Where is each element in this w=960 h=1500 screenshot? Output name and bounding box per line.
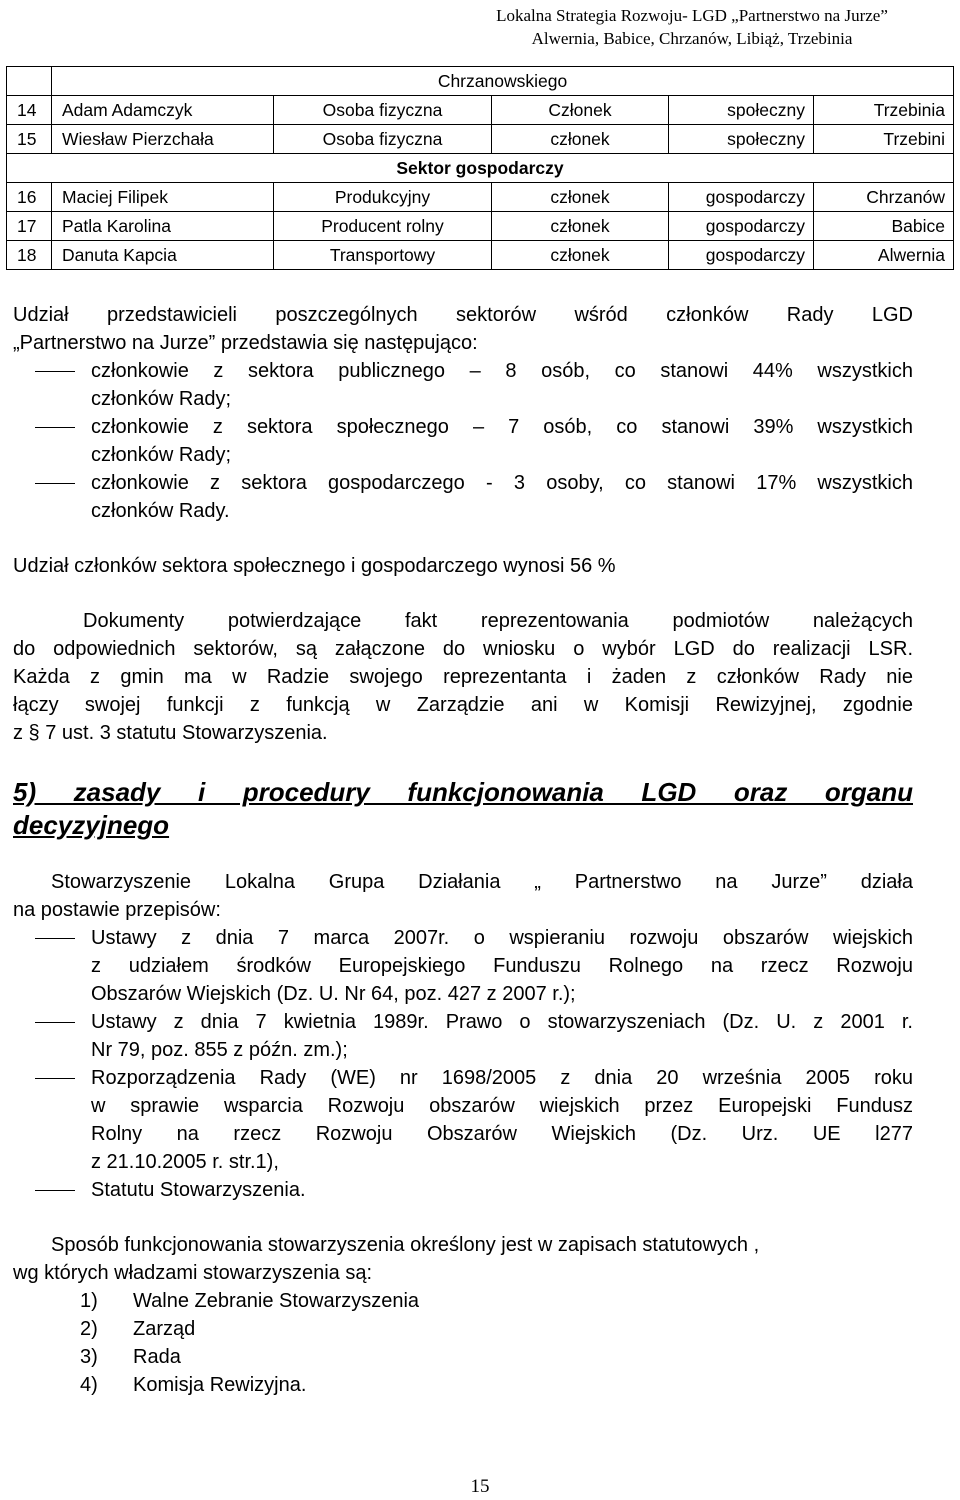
text-line: Stowarzyszenie Lokalna Grupa Działania „ Partnerstwo na Jurze” działa	[51, 871, 913, 893]
table-cell-sector: gospodarczy	[669, 241, 814, 270]
table-cell-place: Alwernia	[814, 241, 954, 270]
list-item	[13, 1343, 913, 1371]
text-line: Rozporządzenia Rady (WE) nr 1698/2005 z dnia 20 września 2005 roku	[91, 1067, 913, 1089]
text-line: z 21.10.2005 r. str.1),	[91, 1151, 279, 1173]
list-number: 1)	[80, 1290, 98, 1312]
list-item	[13, 1008, 913, 1064]
table-cell-name: Wiesław Pierzchała	[52, 125, 274, 154]
table-cell-sector: społeczny	[669, 125, 814, 154]
table-row	[7, 67, 954, 96]
list-item	[13, 924, 913, 1008]
text-line: wg których władzami stowarzyszenia są:	[13, 1262, 373, 1284]
list-label: Rada	[133, 1346, 181, 1368]
table-cell-type: Osoba fizyczna	[274, 125, 492, 154]
table-cell-role: członek	[492, 241, 669, 270]
heading-line: 5) zasady i procedury funkcjonowania LGD oraz organu	[13, 777, 913, 807]
list-item	[13, 469, 913, 525]
table-row	[7, 241, 954, 270]
table-cell-sector: gospodarczy	[669, 212, 814, 241]
table-cell-name: Maciej Filipek	[52, 183, 274, 212]
governing-bodies-paragraph	[13, 1231, 913, 1399]
table-cell-name: Patla Karolina	[52, 212, 274, 241]
share-summary: Udział członków sektora społecznego i gospodarczego wynosi 56 %	[13, 555, 616, 577]
heading-line: decyzyjnego	[13, 810, 170, 840]
text-line: łączy swojej funkcji z funkcją w Zarządzie ani w Komisji Rewizyjnej, zgodnie	[13, 694, 913, 716]
text-line: Rolny na rzecz Rozwoju Obszarów Wiejskich (Dz. Urz. UE l277	[91, 1123, 913, 1145]
list-item	[13, 1315, 913, 1343]
text-line: Nr 79, poz. 855 z późn. zm.);	[91, 1039, 348, 1061]
table-row	[7, 183, 954, 212]
text-line: Udział przedstawicieli poszczególnych sektorów wśród członków Rady LGD	[13, 304, 913, 326]
table-cell-place: Babice	[814, 212, 954, 241]
table-cell-num: 14	[7, 96, 52, 125]
text-line: Sposób funkcjonowania stowarzyszenia określony jest w zapisach statutowych ,	[51, 1234, 760, 1256]
table-cell-sector: społeczny	[669, 96, 814, 125]
text-line: członkowie z sektora gospodarczego - 3 osoby, co stanowi 17% wszystkich	[91, 472, 913, 494]
table-cell-role: członek	[492, 183, 669, 212]
text-line: Statutu Stowarzyszenia.	[91, 1179, 306, 1201]
list-number: 3)	[80, 1346, 98, 1368]
text-line: Dokumenty potwierdzające fakt reprezentowania podmiotów należących	[83, 610, 913, 632]
table-row	[7, 154, 954, 183]
table-cell-num: 16	[7, 183, 52, 212]
table-cell-num: 15	[7, 125, 52, 154]
list-item	[13, 413, 913, 469]
text-line: w sprawie wsparcia Rozwoju obszarów wiejskich przez Europejski Fundusz	[91, 1095, 913, 1117]
table-cell-role: członek	[492, 212, 669, 241]
list-number: 4)	[80, 1374, 98, 1396]
table-cell-name: Adam Adamczyk	[52, 96, 274, 125]
table-cell-type: Produkcyjny	[274, 183, 492, 212]
council-members-table	[6, 66, 954, 270]
sector-share-paragraph	[13, 301, 913, 525]
sector-header-cell: Sektor gospodarczy	[7, 154, 954, 183]
table-cell-place: Chrzanów	[814, 183, 954, 212]
list-label: Walne Zebranie Stowarzyszenia	[133, 1290, 420, 1312]
documents-paragraph	[13, 607, 913, 747]
text-line: członków Rady.	[91, 500, 230, 522]
table-row	[7, 96, 954, 125]
table-cell-place: Trzebinia	[814, 96, 954, 125]
list-item	[13, 1064, 913, 1176]
text-line: członków Rady;	[91, 388, 232, 410]
section-heading	[13, 776, 913, 842]
table-cell-sector: gospodarczy	[669, 183, 814, 212]
text-line: Ustawy z dnia 7 kwietnia 1989r. Prawo o stowarzyszeniach (Dz. U. z 2001 r.	[91, 1011, 913, 1033]
text-line: członkowie z sektora społecznego – 7 osób, co stanowi 39% wszystkich	[91, 416, 913, 438]
table-cell-type: Osoba fizyczna	[274, 96, 492, 125]
page-number: 15	[470, 1476, 490, 1497]
table-cell-place: Trzebini	[814, 125, 954, 154]
table-cell-name: Danuta Kapcia	[52, 241, 274, 270]
text-line: do odpowiednich sektorów, są załączone do wniosku o wybór LGD do realizacji LSR.	[13, 638, 913, 660]
header-title: Lokalna Strategia Rozwoju- LGD „Partnerstwo na Jurze”	[496, 6, 888, 25]
list-item	[13, 1287, 913, 1315]
table-cell: Chrzanowskiego	[52, 67, 954, 96]
list-number: 2)	[80, 1318, 98, 1340]
table-row	[7, 125, 954, 154]
table-cell-type: Producent rolny	[274, 212, 492, 241]
table-row	[7, 212, 954, 241]
legal-basis-paragraph	[13, 868, 913, 1204]
table-cell-role: członek	[492, 125, 669, 154]
text-line: Każda z gmin ma w Radzie swojego reprezentanta i żaden z członków Rady nie	[13, 666, 913, 688]
list-label: Zarząd	[133, 1318, 196, 1340]
list-item	[13, 357, 913, 413]
list-item	[13, 1371, 913, 1399]
list-label: Komisja Rewizyjna.	[133, 1374, 307, 1396]
list-item	[13, 1176, 913, 1204]
text-line: „Partnerstwo na Jurze” przedstawia się następująco:	[13, 332, 478, 354]
table-cell-role: Członek	[492, 96, 669, 125]
running-header	[432, 4, 952, 50]
text-line: Ustawy z dnia 7 marca 2007r. o wspieraniu rozwoju obszarów wiejskich	[91, 927, 913, 949]
table-cell-type: Transportowy	[274, 241, 492, 270]
header-municipalities: Alwernia, Babice, Chrzanów, Libiąż, Trzebinia	[531, 29, 853, 48]
text-line: z § 7 ust. 3 statutu Stowarzyszenia.	[13, 722, 328, 744]
table-cell-num: 17	[7, 212, 52, 241]
text-line: Obszarów Wiejskich (Dz. U. Nr 64, poz. 427 z 2007 r.);	[91, 983, 576, 1005]
text-line: członkowie z sektora publicznego – 8 osób, co stanowi 44% wszystkich	[91, 360, 913, 382]
text-line: z udziałem środków Europejskiego Funduszu Rolnego na rzecz Rozwoju	[91, 955, 913, 977]
table-cell-num: 18	[7, 241, 52, 270]
text-line: członków Rady;	[91, 444, 232, 466]
text-line: na postawie przepisów:	[13, 899, 221, 921]
